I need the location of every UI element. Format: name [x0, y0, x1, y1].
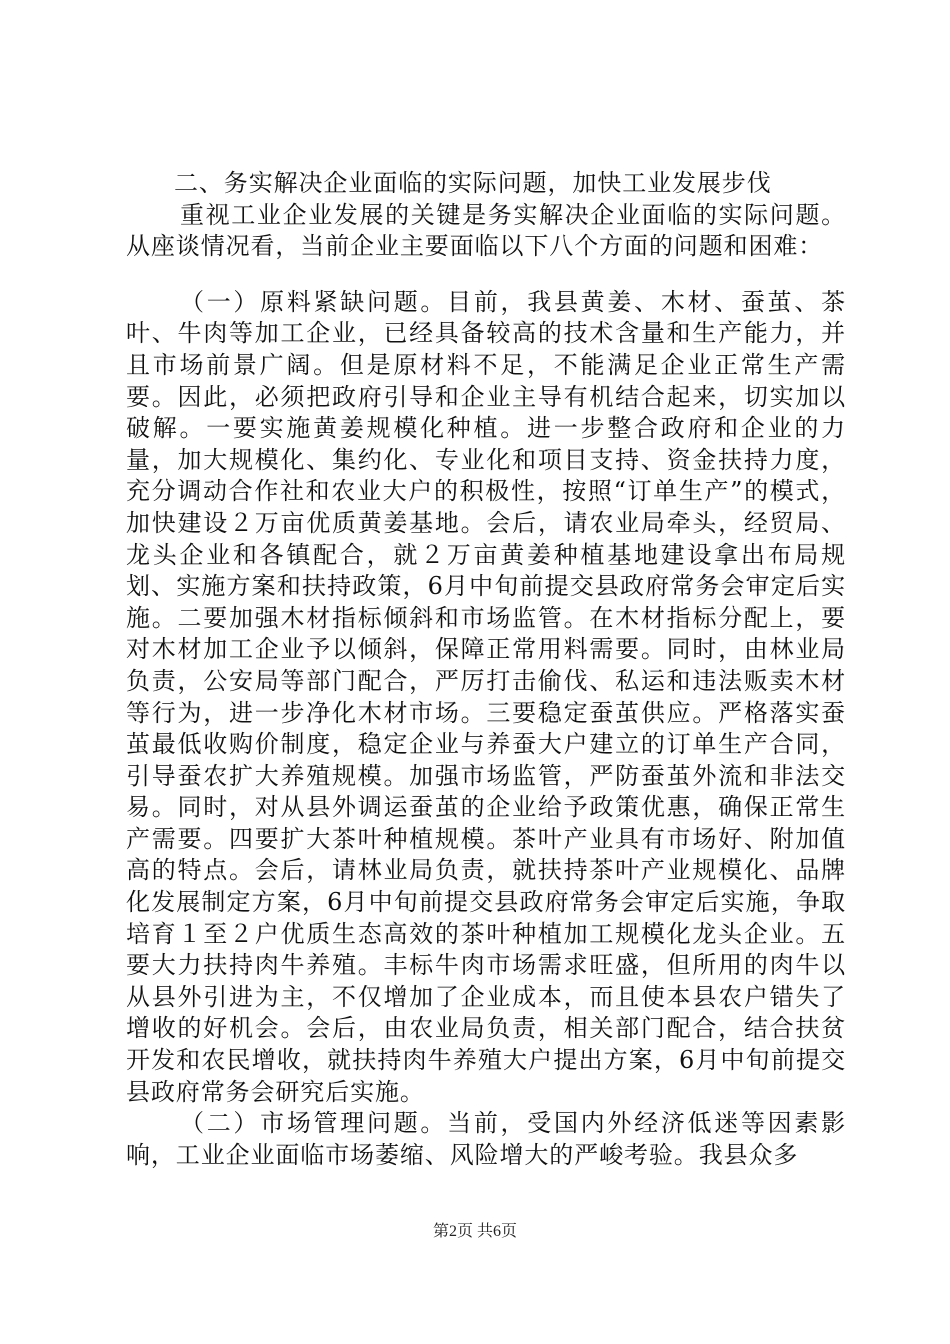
- page-footer: [0, 1218, 950, 1241]
- page-number-text: 第2页 共6页: [432, 1223, 517, 1240]
- section-heading: 二、务实解决企业面临的实际问题，加快工业发展步伐: [174, 169, 772, 197]
- paragraph-gap: [126, 263, 846, 287]
- intro-paragraph: 重视工业企业发展的关键是务实解决企业面临的实际问题。从座谈情况看，当前企业主要面临以下八个方面的问题和困难：: [126, 200, 846, 261]
- section-2-paragraph: （二）市场管理问题。当前，受国内外经济低迷等因素影响，工业企业面临市场萎缩、风险增大的严峻考验。我县众多: [126, 1109, 846, 1169]
- document-body: [126, 168, 846, 1171]
- section-1-paragraph: （一）原料紧缺问题。目前，我县黄姜、木材、蚕茧、茶叶、牛肉等加工企业，已经具备较高的技术含量和生产能力，并且市场前景广阔。但是原材料不足，不能满足企业正常生产需要。因此，必须把政府引导和企业主导有机结合起来，切实加以破解。一要实施黄姜规模化种植。进一步整合政府和企业的力量，加大规模化、集约化、专业化和项目支持、资金扶持力度，充分调动合作社和农业大户的积极性，按照“订单生产”的模式，加快建设２万亩优质黄姜基地。会后，请农业局牵头，经贸局、龙头企业和各镇配合，就２万亩黄姜种植基地建设拿出布局规划、实施方案和扶持政策，6月中旬前提交县政府常务会审定后实施。二要加强木材指标倾斜和市场监管。在木材指标分配上，要对木材加工企业予以倾斜，保障正常用料需要。同时，由林业局负责，公安局等部门配合，严厉打击偷伐、私运和违法贩卖木材等行为，进一步净化木材市场。三要稳定蚕茧供应。严格落实蚕茧最低收购价制度，稳定企业与养蚕大户建立的订单生产合同，引导蚕农扩大养殖规模。加强市场监管，严防蚕茧外流和非法交易。同时，对从县外调运蚕茧的企业给予政策优惠，确保正常生产需要。四要扩大茶叶种植规模。茶叶产业具有市场好、附加值高的特点。会后，请林业局负责，就扶持茶叶产业规模化、品牌化发展制定方案，6月中旬前提交县政府常务会审定后实施，争取培育１至２户优质生态高效的茶叶种植加工规模化龙头企业。五要大力扶持肉牛养殖。丰标牛肉市场需求旺盛，但所用的肉牛以从县外引进为主，不仅增加了企业成本，而且使本县农户错失了增收的好机会。会后，由农业局负责，相关部门配合，结合扶贫开发和农民增收，就扶持肉牛养殖大户提出方案，6月中旬前提交县政府常务会研究后实施。: [126, 287, 846, 1106]
